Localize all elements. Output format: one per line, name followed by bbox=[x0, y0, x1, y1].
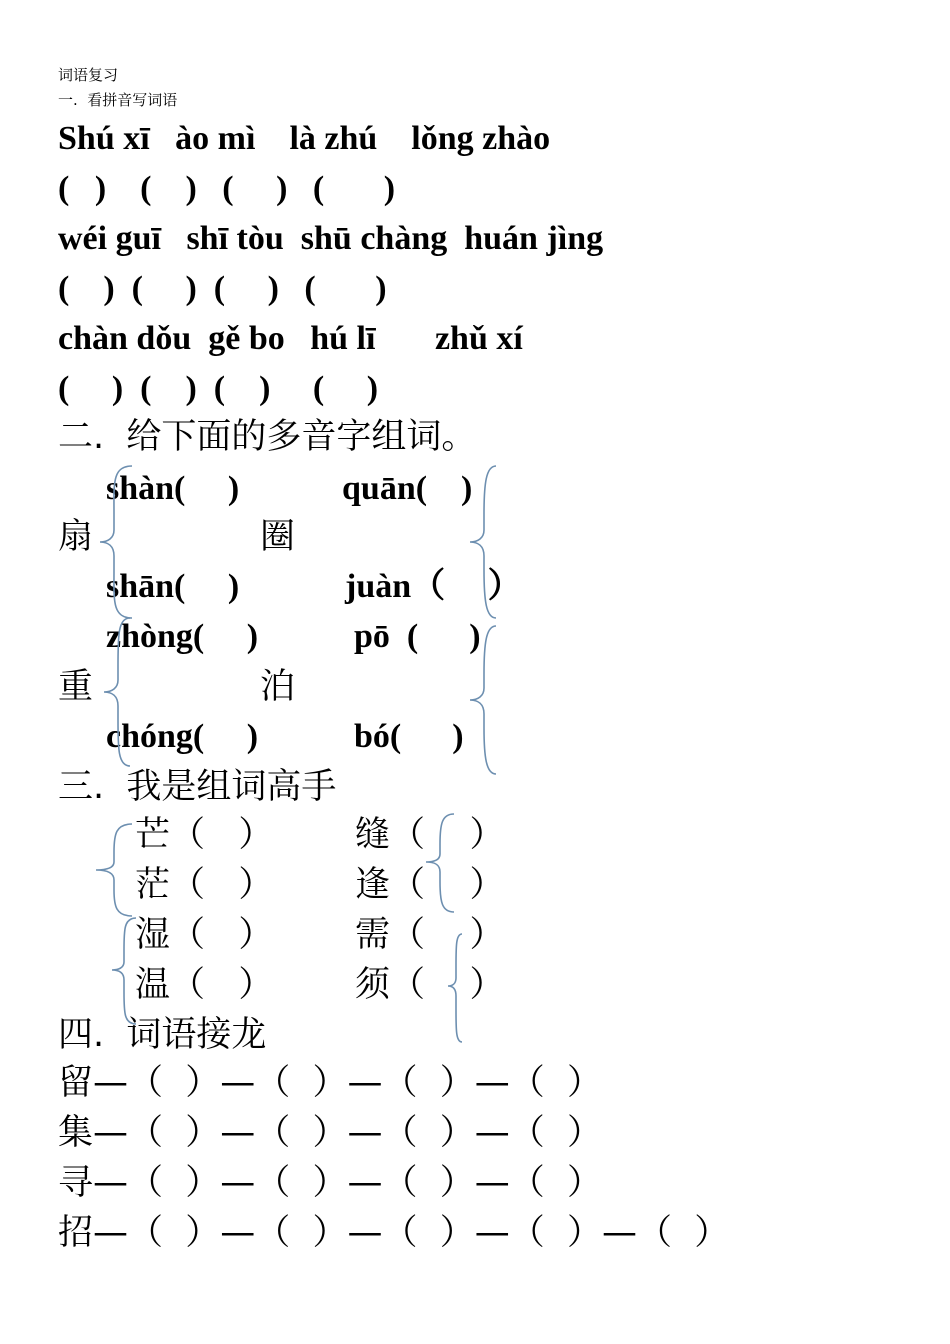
chain-row-3: 寻—（ ）—（ ）—（ ）—（ ） bbox=[58, 1163, 603, 1203]
bo2-entry: bó( ) bbox=[354, 718, 464, 755]
word-mang-2: 茫（ ） bbox=[135, 865, 274, 905]
word-xu: 需（ ） bbox=[355, 915, 505, 955]
chong2-entry: chóng( ) bbox=[106, 718, 259, 755]
word-shi: 湿（ ） bbox=[135, 915, 274, 955]
shan1-entry: shān( ) bbox=[106, 568, 240, 605]
document-title: 词语复习 bbox=[58, 66, 119, 84]
po1-entry: pō ( ) bbox=[354, 618, 481, 655]
word-wen: 温（ ） bbox=[135, 965, 274, 1005]
quan1-entry: quān( ) bbox=[342, 470, 473, 507]
blank-row-1: ( ) ( ) ( ) ( ) bbox=[58, 170, 396, 207]
right-brace-xu bbox=[446, 932, 466, 1044]
section1-heading: 一. 看拼音写词语 bbox=[58, 91, 178, 109]
section2-heading: 二. 给下面的多音字组词。 bbox=[58, 417, 477, 457]
char-bo: 泊 bbox=[260, 667, 296, 707]
zhong4-entry: zhòng( ) bbox=[106, 618, 259, 655]
left-brace-mang bbox=[92, 822, 136, 918]
chain-row-2: 集—（ ）—（ ）—（ ）—（ ） bbox=[58, 1113, 603, 1153]
chain-row-1: 留—（ ）—（ ）—（ ）—（ ） bbox=[58, 1063, 603, 1103]
char-quan: 圈 bbox=[260, 517, 296, 557]
pinyin-row-2: wéi guī shī tòu shū chàng huán jìng bbox=[58, 220, 604, 257]
shan4-entry: shàn( ) bbox=[106, 470, 240, 507]
left-brace-shan bbox=[96, 464, 136, 620]
char-shan: 扇 bbox=[58, 517, 94, 557]
right-brace-bo bbox=[466, 624, 506, 776]
pinyin-row-3: chàn dǒu gě bo hú lī zhǔ xí bbox=[58, 320, 523, 357]
word-feng: 缝（ ） bbox=[355, 815, 505, 855]
right-brace-feng bbox=[424, 812, 460, 914]
section4-heading: 四. 词语接龙 bbox=[58, 1015, 267, 1055]
blank-row-3: ( ) ( ) ( ) ( ) bbox=[58, 370, 379, 407]
left-brace-zhong bbox=[100, 616, 140, 768]
chain-row-4: 招—（ ）—（ ）—（ ）—（ ）—（ ） bbox=[58, 1213, 730, 1253]
left-brace-shi-wen bbox=[110, 916, 140, 1026]
char-zhong: 重 bbox=[58, 667, 94, 707]
blank-row-2: ( ) ( ) ( ) ( ) bbox=[58, 270, 387, 307]
section3-heading: 三. 我是组词高手 bbox=[58, 767, 337, 807]
pinyin-row-1: Shú xī ào mì là zhú lǒng zhào bbox=[58, 120, 551, 157]
juan4-entry: juàn（ ） bbox=[345, 568, 522, 605]
word-feng-2: 逢（ ） bbox=[355, 865, 505, 905]
right-brace-quan bbox=[466, 464, 506, 620]
word-mang-1: 芒（ ） bbox=[135, 815, 274, 855]
word-xu-2: 须（ ） bbox=[355, 965, 505, 1005]
